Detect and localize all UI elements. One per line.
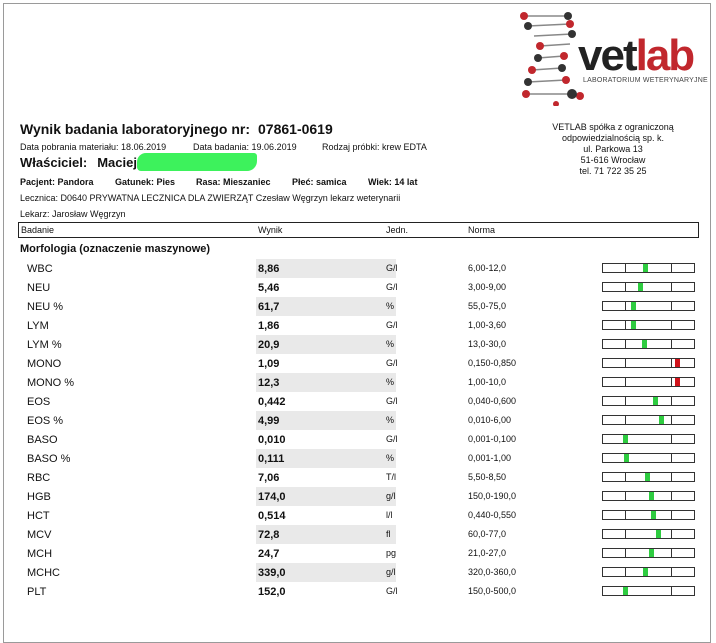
test-name: EOS bbox=[27, 396, 51, 408]
norm-range: 1,00-3,60 bbox=[468, 320, 507, 330]
range-indicator bbox=[602, 282, 695, 292]
result-cell bbox=[256, 544, 396, 563]
range-marker bbox=[642, 340, 647, 348]
result-cell bbox=[256, 297, 396, 316]
norm-range: 55,0-75,0 bbox=[468, 301, 507, 311]
unit: l/l bbox=[386, 510, 393, 520]
norm-range: 0,150-0,850 bbox=[468, 358, 517, 368]
unit: pg bbox=[386, 548, 397, 558]
range-indicator bbox=[602, 567, 695, 577]
range-indicator bbox=[602, 491, 695, 501]
test-name: BASO bbox=[27, 434, 58, 446]
unit: G/l bbox=[386, 396, 398, 406]
test-name: LYM bbox=[27, 320, 49, 332]
patient-name: Pacjent: Pandora bbox=[20, 177, 94, 187]
result-cell bbox=[256, 487, 396, 506]
table-row bbox=[18, 582, 700, 601]
header-result: Wynik bbox=[258, 225, 283, 235]
range-indicator bbox=[602, 529, 695, 539]
result-value: 0,442 bbox=[258, 396, 286, 408]
norm-range: 150,0-500,0 bbox=[468, 586, 517, 596]
unit: % bbox=[386, 339, 395, 349]
range-indicator bbox=[602, 263, 695, 273]
unit: T/l bbox=[386, 472, 396, 482]
norm-range: 0,010-6,00 bbox=[468, 415, 512, 425]
result-value: 0,514 bbox=[258, 510, 286, 522]
range-marker bbox=[649, 492, 654, 500]
table-header bbox=[18, 222, 699, 238]
vet-line: Lekarz: Jarosław Węgrzyn bbox=[20, 209, 126, 219]
unit: % bbox=[386, 415, 395, 425]
material-date: Data pobrania materiału: 18.06.2019 bbox=[20, 142, 167, 152]
sample-type: Rodzaj próbki: krew EDTA bbox=[322, 142, 427, 152]
result-cell bbox=[256, 563, 396, 582]
result-cell bbox=[256, 259, 396, 278]
range-indicator bbox=[602, 434, 695, 444]
table-row bbox=[18, 430, 700, 449]
range-marker bbox=[656, 530, 661, 538]
range-indicator bbox=[602, 320, 695, 330]
table-row bbox=[18, 411, 700, 430]
test-name: MONO % bbox=[27, 377, 75, 389]
result-value: 1,86 bbox=[258, 320, 280, 332]
range-indicator bbox=[602, 396, 695, 406]
range-marker bbox=[623, 587, 628, 595]
range-marker bbox=[624, 454, 629, 462]
unit: G/l bbox=[386, 586, 398, 596]
table-row bbox=[18, 468, 700, 487]
result-cell bbox=[256, 392, 396, 411]
result-value: 152,0 bbox=[258, 586, 286, 598]
clinic-line: Lecznica: D0640 PRYWATNA LECZNICA DLA ZWIERZĄT Czesław Węgrzyn lekarz weterynarii bbox=[20, 193, 401, 203]
range-marker bbox=[675, 359, 680, 367]
result-cell bbox=[256, 411, 396, 430]
test-name: LYM % bbox=[27, 339, 62, 351]
header-test: Badanie bbox=[21, 225, 55, 235]
section-title: Morfologia (oznaczenie maszynowe) bbox=[20, 243, 211, 255]
test-name: NEU % bbox=[27, 301, 64, 313]
range-marker bbox=[645, 473, 650, 481]
range-marker bbox=[623, 435, 628, 443]
result-cell bbox=[256, 354, 396, 373]
unit: % bbox=[386, 301, 395, 311]
unit: % bbox=[386, 377, 395, 387]
norm-range: 13,0-30,0 bbox=[468, 339, 507, 349]
table-row bbox=[18, 373, 700, 392]
norm-range: 150,0-190,0 bbox=[468, 491, 517, 501]
breed: Rasa: Mieszaniec bbox=[196, 177, 271, 187]
test-name: MCHC bbox=[27, 567, 60, 579]
result-value: 0,010 bbox=[258, 434, 286, 446]
norm-range: 0,440-0,550 bbox=[468, 510, 517, 520]
unit: g/l bbox=[386, 491, 396, 501]
range-marker bbox=[631, 321, 636, 329]
result-value: 4,99 bbox=[258, 415, 280, 427]
result-cell bbox=[256, 430, 396, 449]
result-value: 20,9 bbox=[258, 339, 280, 351]
table-row bbox=[18, 316, 700, 335]
range-marker bbox=[643, 568, 648, 576]
test-name: HCT bbox=[27, 510, 50, 522]
company-address: VETLAB spółka z ograniczoną odpowiedzialnością sp. k. ul. Parkowa 13 51-616 Wrocław tel. 71 722 35 25 bbox=[552, 122, 674, 176]
norm-range: 0,040-0,600 bbox=[468, 396, 517, 406]
owner-line: Właściciel: Maciej bbox=[20, 155, 137, 170]
test-name: MONO bbox=[27, 358, 62, 370]
norm-range: 5,50-8,50 bbox=[468, 472, 507, 482]
range-marker bbox=[651, 511, 656, 519]
result-cell bbox=[256, 506, 396, 525]
result-value: 0,111 bbox=[258, 453, 285, 465]
report-number: 07861-0619 bbox=[258, 121, 333, 137]
result-value: 12,3 bbox=[258, 377, 280, 389]
unit: fl bbox=[386, 529, 391, 539]
report-title: Wynik badania laboratoryjnego nr: 07861-0619 bbox=[20, 121, 333, 137]
owner-name: Maciej bbox=[97, 155, 137, 170]
unit: g/l bbox=[386, 567, 396, 577]
table-row bbox=[18, 506, 700, 525]
table-row bbox=[18, 278, 700, 297]
norm-range: 0,001-0,100 bbox=[468, 434, 517, 444]
table-row bbox=[18, 563, 700, 582]
table-row bbox=[18, 335, 700, 354]
range-marker bbox=[638, 283, 643, 291]
logo-subtitle: LABORATORIUM WETERYNARYJNE bbox=[583, 77, 708, 84]
result-value: 1,09 bbox=[258, 358, 280, 370]
result-cell bbox=[256, 373, 396, 392]
result-cell bbox=[256, 316, 396, 335]
test-name: EOS % bbox=[27, 415, 64, 427]
norm-range: 1,00-10,0 bbox=[468, 377, 507, 387]
test-name: HGB bbox=[27, 491, 51, 503]
table-row bbox=[18, 487, 700, 506]
result-cell bbox=[256, 335, 396, 354]
range-indicator bbox=[602, 415, 695, 425]
test-name: NEU bbox=[27, 282, 51, 294]
norm-range: 320,0-360,0 bbox=[468, 567, 517, 577]
result-cell bbox=[256, 278, 396, 297]
range-indicator bbox=[602, 586, 695, 596]
table-row bbox=[18, 544, 700, 563]
range-marker bbox=[631, 302, 636, 310]
norm-range: 60,0-77,0 bbox=[468, 529, 507, 539]
test-name: BASO % bbox=[27, 453, 71, 465]
table-row bbox=[18, 392, 700, 411]
range-indicator bbox=[602, 548, 695, 558]
range-marker bbox=[659, 416, 664, 424]
result-value: 5,46 bbox=[258, 282, 280, 294]
range-indicator bbox=[602, 472, 695, 482]
range-indicator bbox=[602, 339, 695, 349]
norm-range: 6,00-12,0 bbox=[468, 263, 507, 273]
result-cell bbox=[256, 582, 396, 601]
sex: Płeć: samica bbox=[292, 177, 347, 187]
test-name: RBC bbox=[27, 472, 51, 484]
unit: G/l bbox=[386, 434, 398, 444]
range-indicator bbox=[602, 377, 695, 387]
table-row bbox=[18, 449, 700, 468]
redaction-scribble bbox=[137, 153, 257, 171]
result-value: 72,8 bbox=[258, 529, 280, 541]
range-marker bbox=[675, 378, 680, 386]
age: Wiek: 14 lat bbox=[368, 177, 418, 187]
norm-range: 21,0-27,0 bbox=[468, 548, 507, 558]
test-name: MCH bbox=[27, 548, 53, 560]
result-cell bbox=[256, 468, 396, 487]
range-indicator bbox=[602, 510, 695, 520]
result-value: 61,7 bbox=[258, 301, 280, 313]
range-indicator bbox=[602, 358, 695, 368]
table-row bbox=[18, 354, 700, 373]
unit: G/l bbox=[386, 263, 398, 273]
result-value: 24,7 bbox=[258, 548, 280, 560]
unit: G/l bbox=[386, 358, 398, 368]
result-value: 339,0 bbox=[258, 567, 286, 579]
result-cell bbox=[256, 449, 396, 468]
range-marker bbox=[653, 397, 658, 405]
table-row bbox=[18, 259, 700, 278]
species: Gatunek: Pies bbox=[115, 177, 176, 187]
unit: G/l bbox=[386, 320, 398, 330]
result-cell bbox=[256, 525, 396, 544]
table-row bbox=[18, 525, 700, 544]
header-norm: Norma bbox=[468, 225, 496, 235]
range-indicator bbox=[602, 301, 695, 311]
table-row bbox=[18, 297, 700, 316]
result-value: 174,0 bbox=[258, 491, 286, 503]
range-marker bbox=[649, 549, 654, 557]
test-date: Data badania: 19.06.2019 bbox=[193, 142, 297, 152]
unit: % bbox=[386, 453, 395, 463]
range-marker bbox=[643, 264, 648, 272]
test-name: WBC bbox=[27, 263, 53, 275]
logo-wordmark: vetlab bbox=[578, 31, 694, 80]
result-value: 8,86 bbox=[258, 263, 280, 275]
test-name: MCV bbox=[27, 529, 52, 541]
norm-range: 0,001-1,00 bbox=[468, 453, 512, 463]
norm-range: 3,00-9,00 bbox=[468, 282, 507, 292]
test-name: PLT bbox=[27, 586, 47, 598]
range-indicator bbox=[602, 453, 695, 463]
unit: G/l bbox=[386, 282, 398, 292]
header-unit: Jedn. bbox=[386, 225, 409, 235]
result-value: 7,06 bbox=[258, 472, 280, 484]
